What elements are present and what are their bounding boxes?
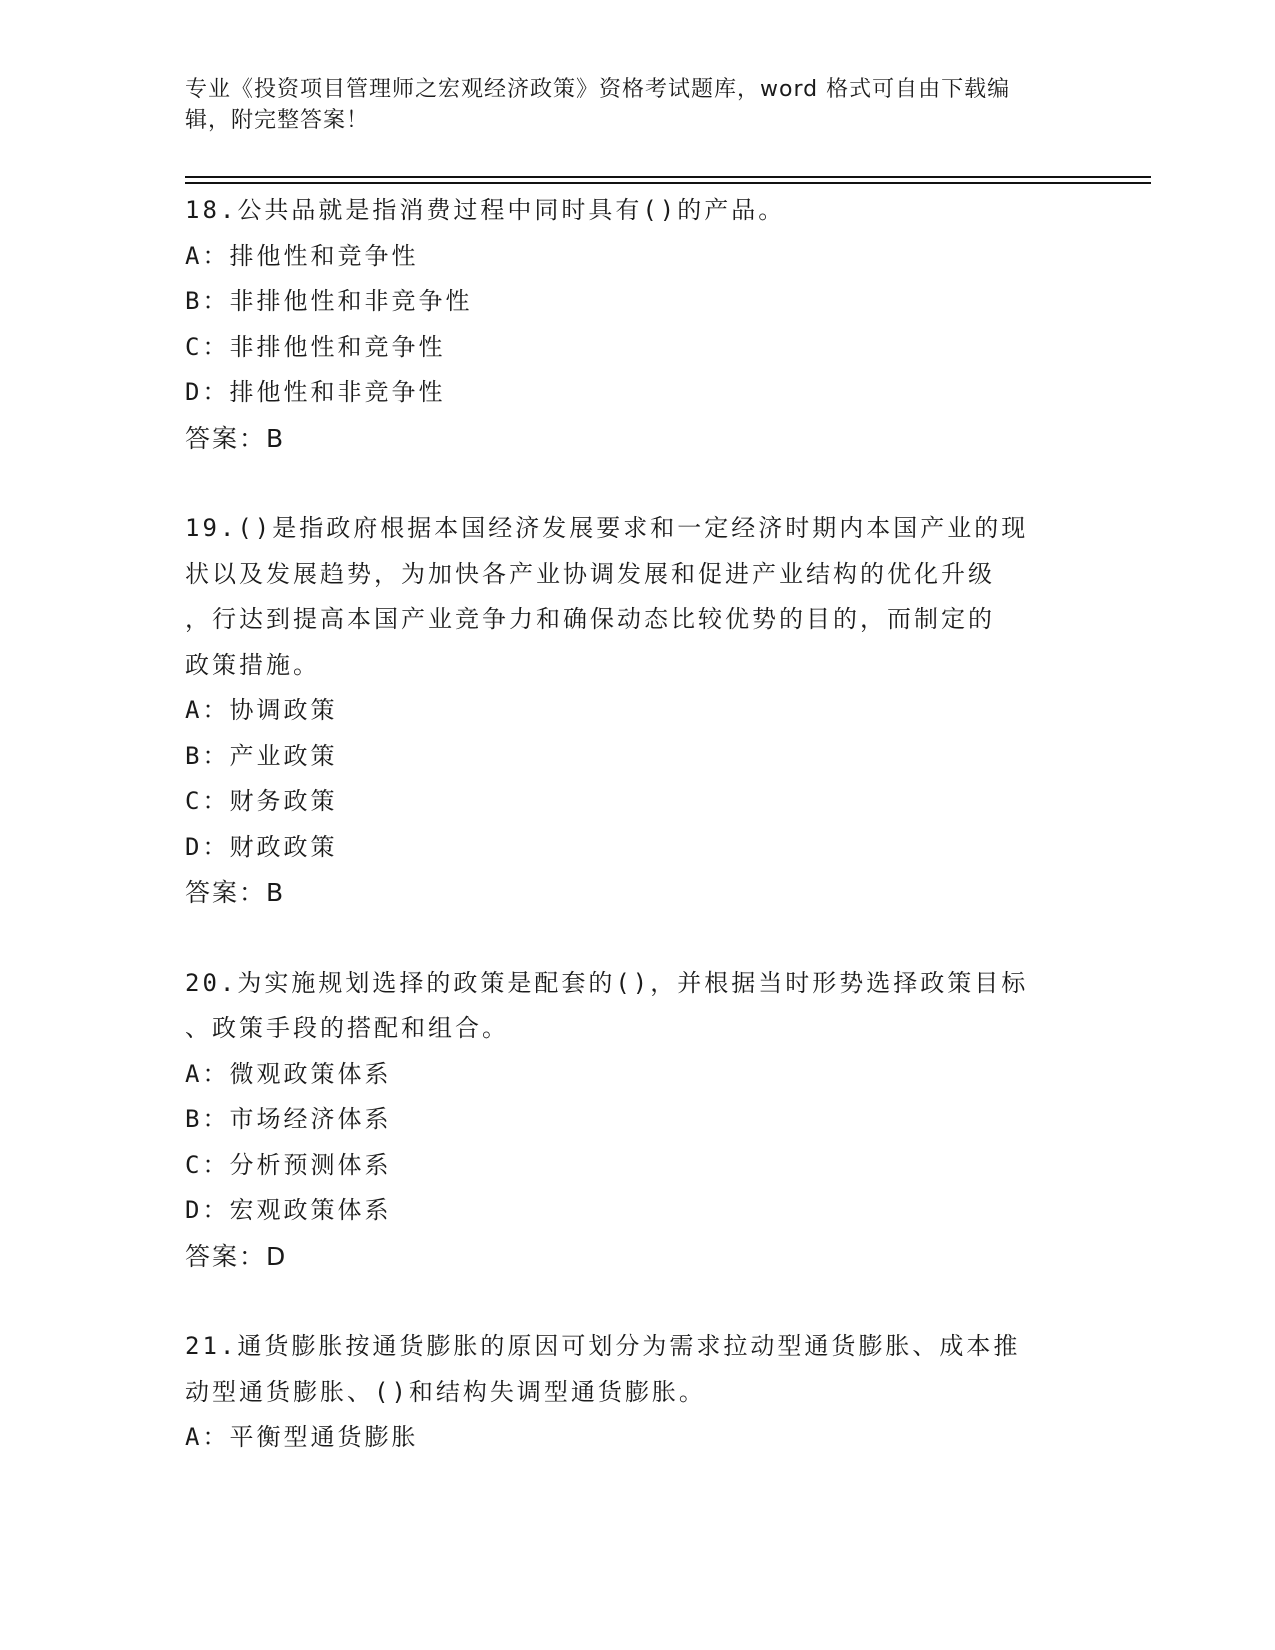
question-19 bbox=[185, 506, 1085, 916]
spacer bbox=[185, 916, 1085, 961]
question-text-line: 21.通货膨胀按通货膨胀的原因可划分为需求拉动型通货膨胀、成本推 bbox=[185, 1332, 1021, 1360]
option-d: D：宏观政策体系 bbox=[185, 1196, 392, 1224]
question-18 bbox=[185, 188, 1085, 461]
question-21 bbox=[185, 1324, 1085, 1461]
answer: 答案：D bbox=[185, 1241, 288, 1271]
option-a: A：协调政策 bbox=[185, 696, 338, 724]
spacer bbox=[185, 1279, 1085, 1324]
header-line-2: 辑，附完整答案！ bbox=[185, 108, 370, 133]
question-text-line: 20.为实施规划选择的政策是配套的()，并根据当时形势选择政策目标 bbox=[185, 968, 1029, 997]
option-b: B：市场经济体系 bbox=[185, 1105, 392, 1133]
option-c: C：分析预测体系 bbox=[185, 1150, 392, 1179]
document-header bbox=[185, 74, 1075, 136]
option-b: B：产业政策 bbox=[185, 741, 338, 770]
question-text-line: ，行达到提高本国产业竞争力和确保动态比较优势的目的，而制定的 bbox=[185, 605, 995, 633]
question-text-line: 动型通货膨胀、()和结构失调型通货膨胀。 bbox=[185, 1377, 706, 1406]
option-a: A：平衡型通货膨胀 bbox=[185, 1423, 419, 1451]
question-text-line: 19.()是指政府根据本国经济发展要求和一定经济时期内本国产业的现 bbox=[185, 514, 1029, 542]
option-b: B：非排他性和非竞争性 bbox=[185, 287, 473, 315]
header-divider-top bbox=[185, 176, 1151, 178]
answer: 答案：B bbox=[185, 878, 286, 907]
option-c: C：非排他性和竞争性 bbox=[185, 332, 446, 361]
header-divider-bottom bbox=[185, 182, 1151, 184]
question-20 bbox=[185, 961, 1085, 1280]
spacer bbox=[185, 461, 1085, 506]
question-text-line: 、政策手段的搭配和组合。 bbox=[185, 1014, 509, 1042]
question-text-line: 状以及发展趋势，为加快各产业协调发展和促进产业结构的优化升级 bbox=[185, 559, 995, 588]
header-line-1: 专业《投资项目管理师之宏观经济政策》资格考试题库，word 格式可自由下载编 bbox=[185, 77, 1011, 102]
answer: 答案：B bbox=[185, 423, 286, 453]
question-text: 18.公共品就是指消费过程中同时具有()的产品。 bbox=[185, 196, 786, 224]
option-c: C：财务政策 bbox=[185, 787, 338, 815]
option-d: D：财政政策 bbox=[185, 832, 338, 861]
option-d: D：排他性和非竞争性 bbox=[185, 378, 446, 406]
option-a: A：微观政策体系 bbox=[185, 1059, 392, 1088]
question-list bbox=[185, 188, 1085, 1461]
question-text-line: 政策措施。 bbox=[185, 650, 320, 679]
option-a: A：排他性和竞争性 bbox=[185, 241, 419, 270]
